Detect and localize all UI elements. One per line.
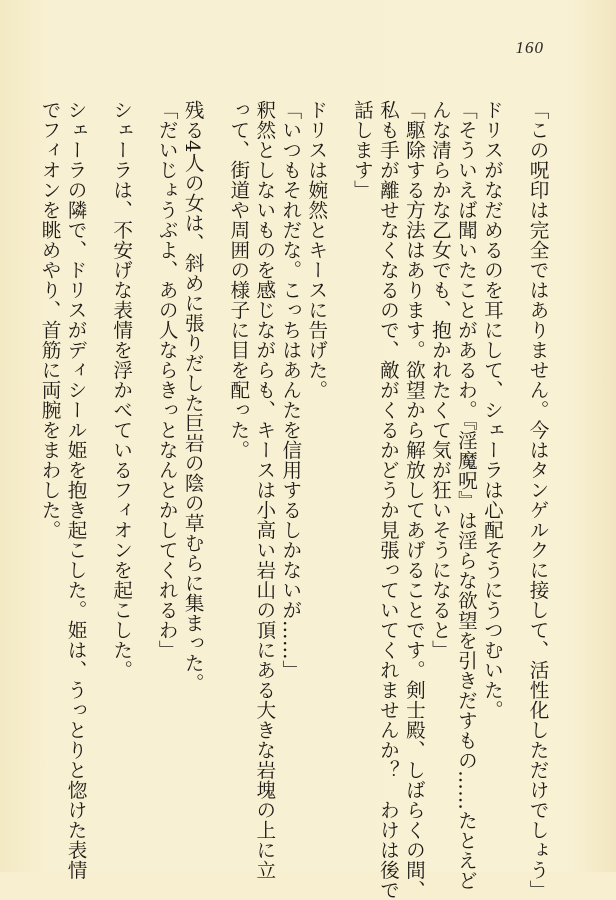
text-line: でフィオンを眺めやり、首筋に両腕をまわした。 [38, 100, 62, 540]
body-text [36, 100, 550, 900]
text-line: シェーラの隣で、ドリスがディシール姫を抱き起こした。姫は、うっとりと惚けた表情 [64, 100, 88, 880]
text-line: 私も手が離せなくなるので、敵がくるかどうか見張っていてくれませんか？ わけは後で [376, 100, 400, 900]
text-line: 話します」 [350, 100, 374, 200]
text-line: 「だいじょうぶよ、あの人ならきっとなんとかしてくれるわ」 [155, 100, 179, 660]
page-number: 160 [515, 38, 544, 57]
text-line: ドリスがなだめるのを耳にして、シェーラは心配そうにうつむいた。 [480, 100, 504, 720]
text-line: ドリスは婉然とキースに告げた。 [304, 100, 328, 400]
text-line: 「そういえば聞いたことがあるわ。『淫魔呪』は淫らな欲望を引きだすもの……たとえど [454, 100, 478, 891]
text-line: 「いつもそれだな。こっちはあんたを信用するしかないが……」 [278, 100, 302, 680]
text-line: 釈然としないものを感じながらも、キースは小高い岩山の頂にある大きな岩塊の上に立 [252, 100, 276, 880]
text-line: 残る4人の女は、斜めに張りだした巨岩の陰の草むらに集まった。 [181, 100, 205, 693]
text-line: んな清らかな乙女でも、抱かれたくて気が狂いそうになると」 [428, 100, 452, 660]
text-line: 「駆除する方法はあります。欲望から解放してあげることです。剣士殿、しばらくの間、 [402, 100, 426, 900]
text-line: シェーラは、不安げな表情を浮かべているフィオンを起こした。 [109, 100, 133, 680]
text-line: って、街道や周囲の様子に目を配った。 [226, 100, 250, 460]
text-line: 「この呪印は完全ではありません。今はタンゲルクに接して、活性化しただけでしょう」 [526, 100, 549, 900]
